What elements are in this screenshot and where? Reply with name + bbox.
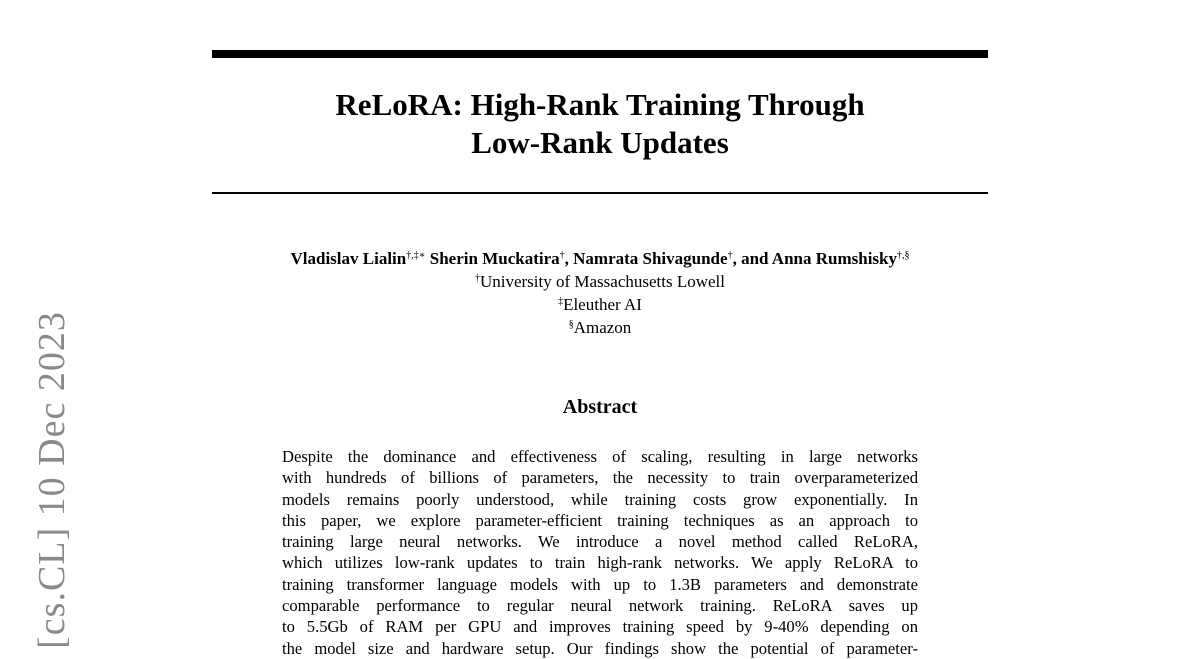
abstract-line: which utilizes low-rank updates to train high-rank networks. We apply ReLoRA to bbox=[282, 553, 918, 573]
paper-title bbox=[212, 86, 988, 162]
abstract-line: Despite the dominance and effectiveness of scaling, resulting in large networks bbox=[282, 447, 918, 466]
abstract-line: the model size and hardware setup. Our findings show the potential of parameter- bbox=[282, 638, 918, 658]
title-top-rule bbox=[212, 50, 988, 58]
affiliation-mark: § bbox=[568, 319, 574, 330]
affiliation-name: University of Massachusetts Lowell bbox=[479, 272, 726, 291]
author-affiliation-marks: †,‡∗ bbox=[406, 250, 426, 261]
author-affiliation-marks: † bbox=[559, 250, 565, 261]
author-separator: , and bbox=[732, 249, 772, 268]
abstract-line: to 5.5Gb of RAM per GPU and improves training speed by 9-40% depending on bbox=[282, 617, 918, 637]
author-list bbox=[200, 248, 1000, 270]
abstract-heading: Abstract bbox=[562, 396, 638, 418]
affiliation bbox=[300, 316, 900, 339]
title-bottom-rule bbox=[212, 192, 988, 194]
author-separator: , bbox=[564, 249, 574, 268]
author-name: Namrata Shivagunde bbox=[573, 249, 728, 268]
abstract-line: comparable performance to regular neural network training. ReLoRA saves up bbox=[282, 596, 918, 616]
affiliation-name: Amazon bbox=[573, 318, 632, 337]
abstract-line: this paper, we explore parameter-efficient training techniques as an approach to bbox=[282, 510, 918, 530]
affiliation-mark: † bbox=[474, 273, 480, 284]
abstract-line: training large neural networks. We introduce a novel method called ReLoRA, bbox=[282, 532, 918, 552]
arxiv-stamp: [cs.CL] 10 Dec 2023 bbox=[31, 311, 73, 649]
affiliation-mark: ‡ bbox=[558, 296, 564, 307]
affiliation bbox=[300, 270, 900, 293]
paper-title-line-2: Low-Rank Updates bbox=[471, 125, 729, 160]
author-affiliation-marks: †,§ bbox=[897, 250, 910, 261]
paper-title-line-1: ReLoRA: High-Rank Training Through bbox=[335, 87, 865, 122]
author-name: Anna Rumshisky bbox=[771, 249, 897, 268]
abstract-line: with hundreds of billions of parameters, the necessity to train overparameterized bbox=[282, 468, 918, 488]
abstract-body bbox=[282, 446, 918, 659]
author-affiliation-marks: † bbox=[727, 250, 733, 261]
abstract-line: models remains poorly understood, while training costs grow exponentially. In bbox=[282, 489, 918, 509]
abstract-line: training transformer language models with up to 1.3B parameters and demonstrate bbox=[282, 574, 918, 594]
author-name: Sherin Muckatira bbox=[429, 249, 560, 268]
affiliation-list bbox=[300, 270, 900, 339]
affiliation-name: Eleuther AI bbox=[563, 295, 642, 314]
author-name: Vladislav Lialin bbox=[290, 249, 407, 268]
affiliation bbox=[300, 293, 900, 316]
